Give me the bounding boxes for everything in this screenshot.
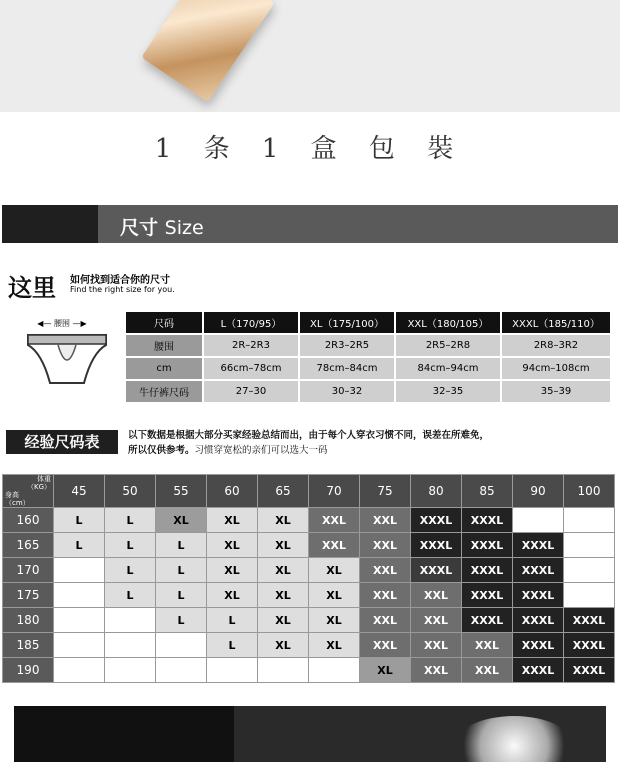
size-cell — [54, 608, 105, 633]
size-cell: XXXL — [564, 608, 615, 633]
height-row — [3, 558, 615, 583]
size-cell: XL — [207, 583, 258, 608]
product-photo-top — [0, 0, 620, 112]
size-cell — [309, 658, 360, 683]
height-label: 185 — [3, 633, 54, 658]
weight-header-cell: 55 — [156, 475, 207, 508]
weight-header-cell: 50 — [105, 475, 156, 508]
size-cell: XL — [309, 558, 360, 583]
weight-header-row — [3, 475, 615, 508]
size-cell: XL — [207, 508, 258, 533]
size-spec-row — [125, 357, 611, 380]
size-cell — [105, 658, 156, 683]
spec-header-cell: XXXL（185/110） — [501, 311, 611, 334]
size-cell: XXL — [360, 508, 411, 533]
spec-cell: 78cm–84cm — [299, 357, 395, 380]
size-cell: XXL — [360, 558, 411, 583]
guide-subtitle-cn: 如何找到适合你的尺寸 — [70, 275, 170, 286]
height-row — [3, 608, 615, 633]
photo-light — [454, 716, 574, 762]
size-cell: XXXL — [513, 558, 564, 583]
size-cell: XXL — [360, 633, 411, 658]
size-cell: XXXL — [513, 533, 564, 558]
size-cell: L — [156, 583, 207, 608]
height-label: 180 — [3, 608, 54, 633]
size-header-cn: 尺寸 — [120, 217, 159, 239]
size-cell: XL — [309, 608, 360, 633]
size-cell: L — [105, 558, 156, 583]
size-cell: XXL — [411, 633, 462, 658]
spec-cell: 2R8–3R2 — [501, 334, 611, 357]
size-cell: XL — [309, 633, 360, 658]
experience-note — [128, 428, 489, 458]
spec-header-cell: XL（175/100） — [299, 311, 395, 334]
size-cell: XL — [156, 508, 207, 533]
waist-arrow-label: ◀— 腰围 —▶ — [37, 319, 87, 328]
size-cell: XL — [309, 583, 360, 608]
size-cell: XXXL — [513, 658, 564, 683]
spec-cell: cm — [125, 357, 203, 380]
size-cell: XL — [258, 608, 309, 633]
size-cell: XL — [258, 508, 309, 533]
corner-height-unit: （cm） — [5, 499, 30, 507]
size-cell: XL — [258, 533, 309, 558]
size-cell: L — [105, 533, 156, 558]
spec-header-cell: 尺码 — [125, 311, 203, 334]
guide-subtitle-en: Find the right size for you. — [70, 285, 175, 294]
size-cell: XXXL — [411, 533, 462, 558]
size-cell: XXXL — [411, 508, 462, 533]
size-cell: XL — [258, 633, 309, 658]
size-cell: XXL — [309, 533, 360, 558]
size-cell: XXXL — [462, 608, 513, 633]
size-cell: XL — [360, 658, 411, 683]
note-line2-rest: 习惯穿宽松的亲们可以选大一码 — [194, 445, 328, 456]
size-section-header — [2, 205, 618, 243]
height-row — [3, 508, 615, 533]
spec-cell: 2R–2R3 — [203, 334, 299, 357]
size-cell — [564, 558, 615, 583]
weight-header-cell: 85 — [462, 475, 513, 508]
spec-cell: 30–32 — [299, 380, 395, 403]
product-photo-bottom — [14, 706, 606, 762]
size-cell: XXXL — [513, 608, 564, 633]
spec-cell: 35–39 — [501, 380, 611, 403]
weight-header-cell: 100 — [564, 475, 615, 508]
size-cell: XXXL — [564, 633, 615, 658]
size-cell: XXXL — [564, 658, 615, 683]
height-row — [3, 533, 615, 558]
size-cell — [54, 583, 105, 608]
size-cell — [564, 508, 615, 533]
size-header-en: Size — [164, 217, 204, 239]
size-cell — [207, 658, 258, 683]
spec-cell: 牛仔裤尺码 — [125, 380, 203, 403]
size-cell — [156, 658, 207, 683]
size-cell — [156, 633, 207, 658]
size-cell: XXL — [360, 608, 411, 633]
packaging-tagline: 1 条 1 盒 包 裝 — [154, 134, 466, 164]
size-cell: XL — [207, 533, 258, 558]
size-cell: L — [54, 533, 105, 558]
size-cell: XXXL — [462, 583, 513, 608]
note-line1: 以下数据是根据大部分买家经验总结而出，由于每个人穿衣习惯不同，误差在所难免， — [128, 430, 490, 441]
size-cell: L — [105, 508, 156, 533]
size-cell: XXXL — [462, 558, 513, 583]
size-cell: XL — [207, 558, 258, 583]
size-cell: XXL — [360, 533, 411, 558]
weight-header-cell: 65 — [258, 475, 309, 508]
size-cell: XL — [258, 583, 309, 608]
gift-box — [141, 0, 274, 102]
height-row — [3, 658, 615, 683]
size-cell: XXXL — [462, 533, 513, 558]
corner-height: 身高 — [5, 491, 19, 499]
height-label: 160 — [3, 508, 54, 533]
weight-header-cell: 75 — [360, 475, 411, 508]
table-corner — [3, 475, 54, 508]
corner-weight: 体重 — [37, 475, 51, 483]
spec-header-cell: XXL（180/105） — [395, 311, 501, 334]
size-cell: L — [54, 508, 105, 533]
spec-cell: 2R3–2R5 — [299, 334, 395, 357]
guide-title: 这里 — [8, 274, 56, 302]
size-cell — [105, 633, 156, 658]
size-spec-table — [124, 310, 612, 404]
height-label: 175 — [3, 583, 54, 608]
size-cell — [564, 533, 615, 558]
size-cell — [54, 658, 105, 683]
size-cell: XXL — [360, 583, 411, 608]
size-cell — [105, 608, 156, 633]
spec-cell: 2R5–2R8 — [395, 334, 501, 357]
height-label: 190 — [3, 658, 54, 683]
size-cell — [54, 633, 105, 658]
size-cell: L — [207, 633, 258, 658]
header-accent — [2, 205, 98, 243]
weight-header-cell: 70 — [309, 475, 360, 508]
note-line2-bold: 所以仅供参考。 — [128, 445, 195, 456]
size-cell: XXL — [411, 608, 462, 633]
underwear-illustration — [22, 305, 112, 395]
spec-header-cell: L（170/95） — [203, 311, 299, 334]
weight-header-cell: 90 — [513, 475, 564, 508]
size-cell — [513, 508, 564, 533]
size-cell: XXXL — [411, 558, 462, 583]
weight-header-cell: 80 — [411, 475, 462, 508]
size-spec-row — [125, 334, 611, 357]
size-cell — [564, 583, 615, 608]
spec-cell: 84cm–94cm — [395, 357, 501, 380]
weight-header-cell: 60 — [207, 475, 258, 508]
height-label: 170 — [3, 558, 54, 583]
height-row — [3, 583, 615, 608]
size-cell: XXL — [309, 508, 360, 533]
spec-cell: 27–30 — [203, 380, 299, 403]
size-cell: XXL — [411, 658, 462, 683]
size-cell: XXXL — [462, 508, 513, 533]
size-cell: L — [105, 583, 156, 608]
photo-shadow — [14, 706, 234, 762]
size-cell — [54, 558, 105, 583]
size-cell: XXL — [411, 583, 462, 608]
waist-label: 腰围 — [54, 319, 70, 328]
size-spec-header — [125, 311, 611, 334]
spec-cell: 腰围 — [125, 334, 203, 357]
size-cell: L — [207, 608, 258, 633]
height-label: 165 — [3, 533, 54, 558]
corner-weight-unit: （KG） — [26, 483, 51, 491]
size-cell: L — [156, 558, 207, 583]
size-spec-row — [125, 380, 611, 403]
spec-cell: 94cm–108cm — [501, 357, 611, 380]
size-cell: L — [156, 608, 207, 633]
size-cell — [258, 658, 309, 683]
size-cell: XL — [258, 558, 309, 583]
experience-size-table — [2, 474, 615, 683]
spec-cell: 66cm–78cm — [203, 357, 299, 380]
size-cell: XXL — [462, 658, 513, 683]
size-cell: L — [156, 533, 207, 558]
height-row — [3, 633, 615, 658]
size-cell: XXXL — [513, 633, 564, 658]
spec-cell: 32–35 — [395, 380, 501, 403]
experience-badge: 经验尺码表 — [6, 430, 118, 454]
size-cell: XXXL — [513, 583, 564, 608]
size-cell: XXL — [462, 633, 513, 658]
weight-header-cell: 45 — [54, 475, 105, 508]
